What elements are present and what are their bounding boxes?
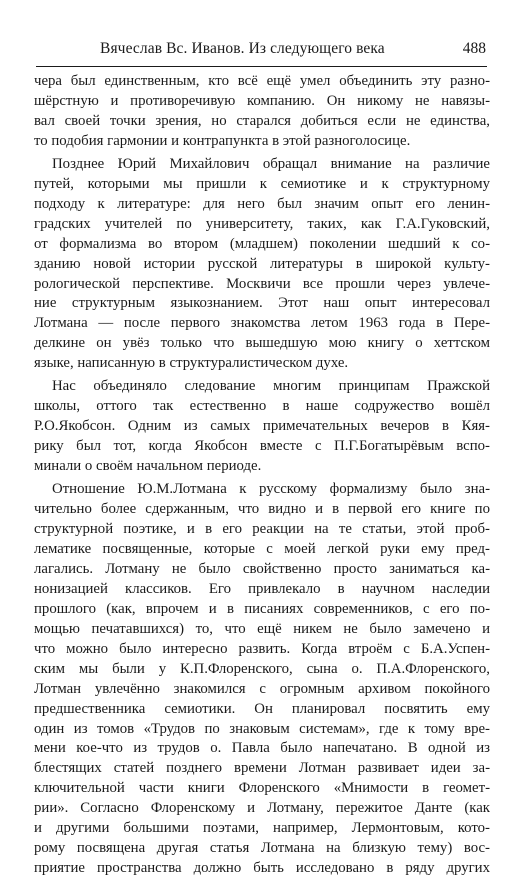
text-line: вал своей точки зрения, но старался добиться если не единства,	[34, 112, 490, 129]
text-line: делкине он увёз только что вышедшую мою книгу о хеттском	[34, 335, 490, 352]
text-line: минали о своём начальном периоде.	[34, 458, 262, 475]
text-line: прошлого (как, впрочем и в писаниях современников, с его по-	[34, 600, 490, 617]
text-line: нонизацией классиков. Его привлекало в научном наследии	[34, 580, 490, 597]
text-line: Р.О.Якобсон. Одним из самых примечательных вечеров в Кяя-	[34, 418, 490, 435]
page-number: 488	[462, 40, 486, 57]
text-line: предшественника семиотики. Он планировал посвятить ему	[34, 700, 490, 717]
text-line: рику был тот, когда Якобсон вместе с П.Г.Богатырёвым вспо-	[34, 438, 490, 455]
text-line: структурной поэтике, и в его реакции на те статьи, этой проб-	[34, 520, 490, 537]
text-line: ключительной части книги Флоренского «Мнимости в геомет-	[34, 780, 490, 797]
text-line: путей, которыми мы пришли к семиотике и к структурному	[34, 175, 490, 192]
text-line: лагались. Лотману не было свойственно просто заниматься ка-	[34, 560, 490, 577]
text-line: что можно было интересно развить. Когда втроём с Б.А.Успен-	[34, 640, 490, 657]
running-header	[36, 40, 486, 64]
text-line: шёрстную и противоречивую компанию. Он никому не навязы-	[34, 92, 490, 109]
text-line: приятие пространства должно быть исследовано в ряду других	[34, 860, 490, 877]
text-line: мени кое-что из трудов о. Павла было напечатано. В одной из	[34, 740, 490, 757]
text-line: чительно более сдержанным, что видно и в первой его книге по	[34, 501, 490, 518]
header-rule	[36, 66, 487, 67]
text-line: Лотмана — после первого знакомства летом 1963 года в Пере-	[34, 315, 490, 332]
text-line: то подобия гармонии и контрапункта в этой разноголосице.	[34, 132, 411, 149]
text-line: и другими большими поэтами, например, Лермонтовым, кото-	[34, 820, 490, 837]
text-line: ние структурным языкознанием. Этот наш опыт интересовал	[34, 295, 490, 312]
text-line: подходу к литературе: для него был значим опыт его ленин-	[34, 195, 490, 212]
text-line: рому посвящена другая статья Лотмана на близкую тему) вос-	[34, 840, 490, 857]
running-title: Вячеслав Вс. Иванов. Из следующего века	[100, 40, 385, 57]
text-line: рии». Согласно Флоренскому и Лотману, пережитое Данте (как	[34, 800, 490, 817]
text-line: ским мы были у К.П.Флоренского, сына о. П.А.Флоренского,	[34, 660, 490, 677]
text-line: рологической перспективе. Москвичи все прошли через увлече-	[34, 275, 490, 292]
paragraph	[34, 72, 490, 152]
text-line: один из томов «Трудов по знаковым системам», где к тому вре-	[34, 720, 490, 737]
paragraph	[34, 480, 490, 879]
text-line: языке, написанную в структуралистическом духе.	[34, 355, 349, 372]
text-line: от формализма во втором (младшем) поколении шедший к со-	[34, 235, 490, 252]
text-line: школы, оттого так естественно в наше содружество вошёл	[34, 398, 490, 415]
text-line: Нас объединяло следование многим принципам Пражской	[52, 378, 490, 395]
text-line: блестящих статей позднего времени Лотман развивает идеи за-	[34, 760, 490, 777]
text-line: Отношение Ю.М.Лотмана к русскому формализму было зна-	[52, 481, 490, 498]
text-line: градских учителей по университету, таких, как Г.А.Гуковский,	[34, 215, 490, 232]
paragraph	[34, 377, 490, 477]
text-line: зданию новой истории русской литературы в широкой культу-	[34, 255, 490, 272]
paragraph	[34, 155, 490, 374]
text-line: Лотман увлечённо знакомился с огромным архивом покойного	[34, 680, 490, 697]
text-line: мощью печатавшихся) то, что ещё никем не было замечено и	[34, 620, 490, 637]
text-line: Позднее Юрий Михайлович обращал внимание на различие	[52, 155, 490, 172]
text-line: лематике посвященные, которые с моей легкой руки ему пред-	[34, 540, 490, 557]
text-line: чера был единственным, кто всё ещё умел объединить эту разно-	[34, 73, 490, 89]
body-text	[34, 72, 490, 879]
